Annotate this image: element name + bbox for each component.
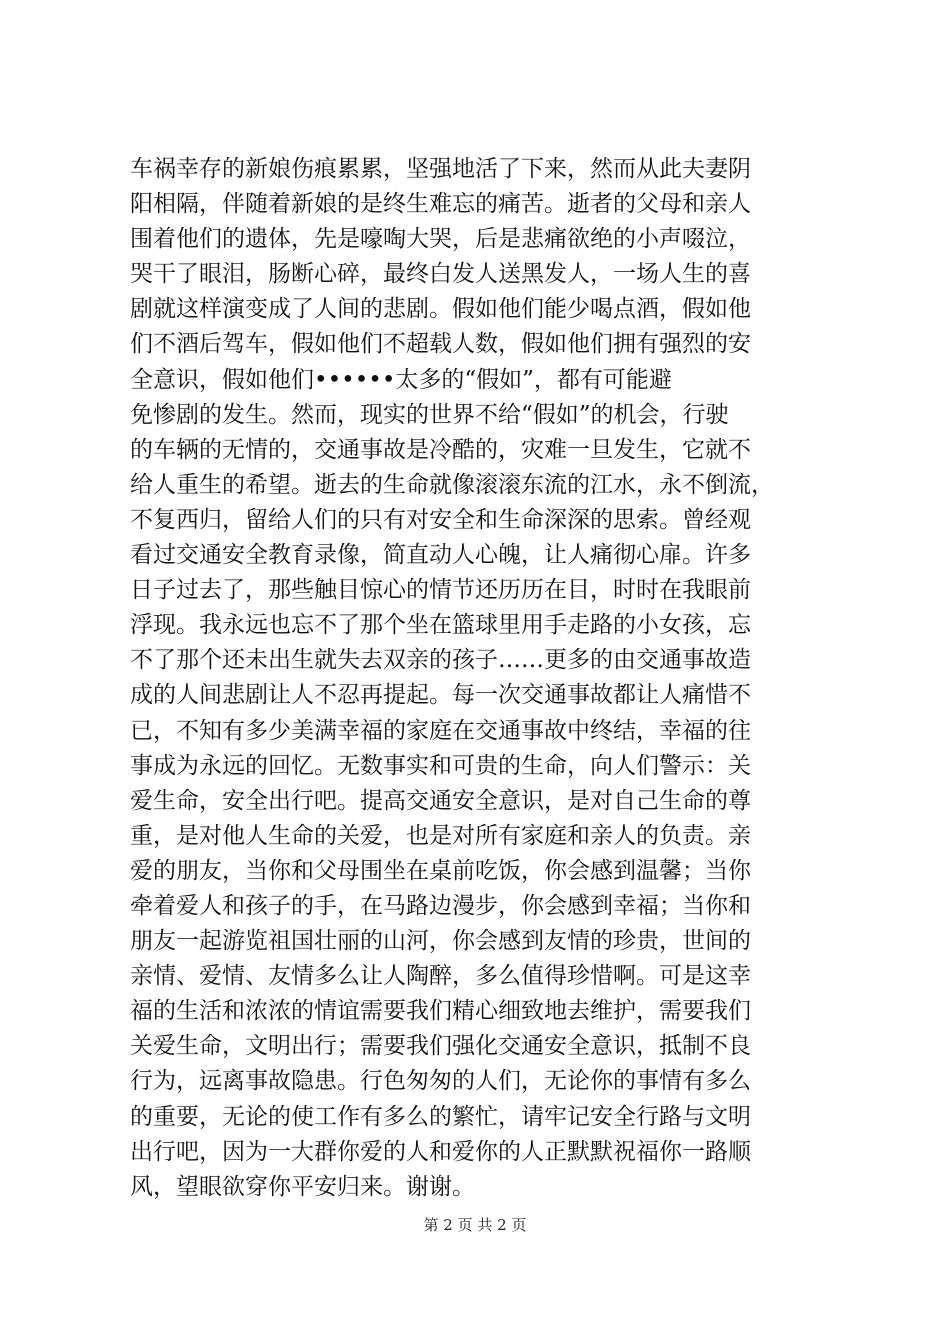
text-line: 哭干了眼泪，肠断心碎，最终白发人送黑发人，一场人生的喜	[130, 261, 751, 288]
body-text	[130, 152, 840, 1205]
text-line: 亲情、爱情、友情多么让人陶醉，多么值得珍惜啊。可是这幸	[130, 963, 751, 990]
text-line: 福的生活和浓浓的情谊需要我们精心细致地去维护，需要我们	[130, 998, 751, 1025]
text-line: 剧就这样演变成了人间的悲剧。假如他们能少喝点酒，假如他	[130, 296, 751, 323]
text-line: 看过交通安全教育录像，简直动人心魄，让人痛彻心扉。许多	[130, 542, 751, 569]
text-line: 牵着爱人和孩子的手，在马路边漫步，你会感到幸福；当你和	[130, 892, 751, 919]
text-line: 重，是对他人生命的关爱，也是对所有家庭和亲人的负责。亲	[130, 822, 751, 849]
text-line: 不了那个还未出生就失去双亲的孩子……更多的由交通事故造	[130, 647, 751, 674]
text-line: 成的人间悲剧让人不忍再提起。每一次交通事故都让人痛惜不	[130, 682, 751, 709]
text-line: 免惨剧的发生。然而，现实的世界不给“假如”的机会，行驶	[130, 401, 729, 428]
text-line: 给人重生的希望。逝去的生命就像滚滚东流的江水，永不倒流，	[130, 471, 774, 498]
text-line: 们不酒后驾车，假如他们不超载人数，假如他们拥有强烈的安	[130, 331, 751, 358]
text-line: 事成为永远的回忆。无数事实和可贵的生命，向人们警示：关	[130, 752, 751, 779]
text-line: 的车辆的无情的，交通事故是冷酷的，灾难一旦发生，它就不	[130, 436, 751, 463]
text-line: 的重要，无论的使工作有多么的繁忙，请牢记安全行路与文明	[130, 1103, 751, 1130]
text-line: 不复西归，留给人们的只有对安全和生命深深的思索。曾经观	[130, 506, 751, 533]
text-line: 阳相隔，伴随着新娘的是终生难忘的痛苦。逝者的父母和亲人	[130, 191, 751, 218]
text-line: 朋友一起游览祖国壮丽的山河，你会感到友情的珍贵，世间的	[130, 928, 751, 955]
text-line: 行为，远离事故隐患。行色匆匆的人们，无论你的事情有多么	[130, 1068, 751, 1095]
text-line: 围着他们的遗体，先是嚎啕大哭，后是悲痛欲绝的小声啜泣，	[130, 226, 751, 253]
text-line: 车祸幸存的新娘伤痕累累，坚强地活了下来，然而从此夫妻阴	[130, 156, 751, 182]
text-line: 浮现。我永远也忘不了那个坐在篮球里用手走路的小女孩，忘	[130, 612, 751, 639]
text-line: 风，望眼欲穿你平安归来。谢谢。	[130, 1173, 475, 1200]
text-line: 出行吧，因为一大群你爱的人和爱你的人正默默祝福你一路顺	[130, 1138, 751, 1165]
page-footer: 第 2 页 共 2 页	[423, 1216, 527, 1234]
text-line: 全意识，假如他们••••••太多的“假如”，都有可能避	[130, 366, 672, 393]
text-line: 日子过去了，那些触目惊心的情节还历历在目，时时在我眼前	[130, 577, 751, 604]
text-line: 关爱生命，文明出行；需要我们强化交通安全意识，抵制不良	[130, 1033, 751, 1060]
text-line: 已，不知有多少美满幸福的家庭在交通事故中终结，幸福的往	[130, 717, 751, 744]
text-line: 爱生命，安全出行吧。提高交通安全意识，是对自己生命的尊	[130, 787, 751, 814]
text-line: 爱的朋友，当你和父母围坐在桌前吃饭，你会感到温馨；当你	[130, 857, 751, 884]
